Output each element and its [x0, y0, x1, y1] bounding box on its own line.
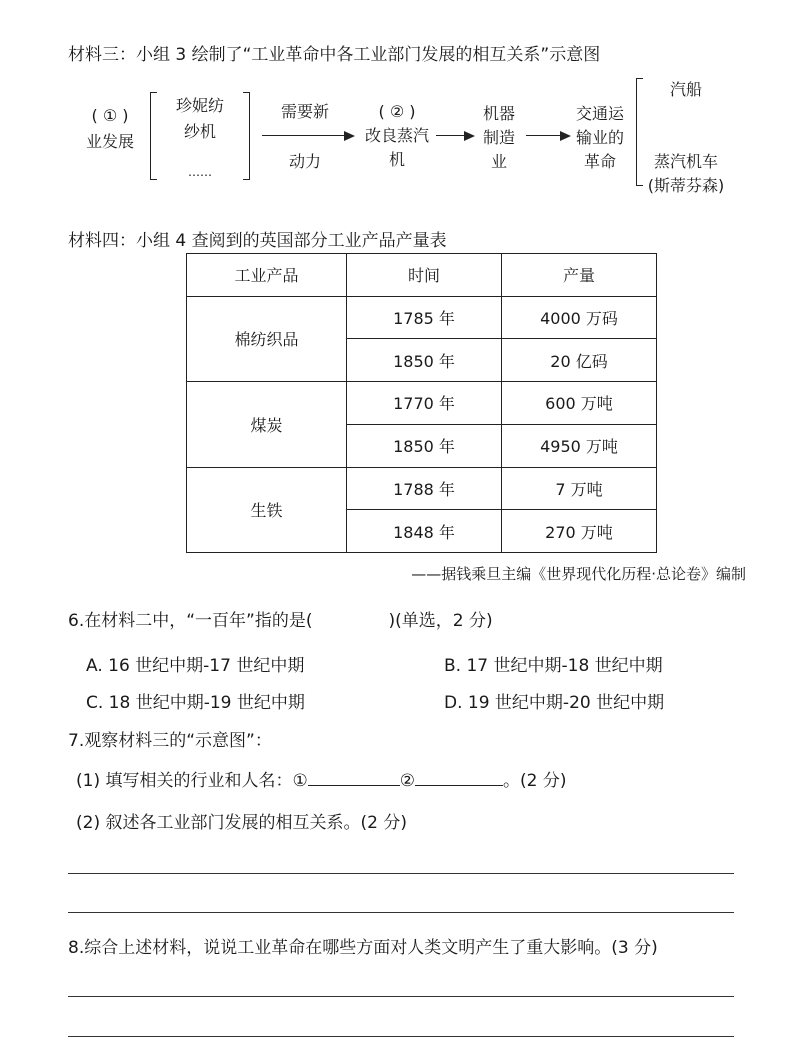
q7-part1-b: ② [399, 771, 415, 791]
arrow2-line [436, 135, 466, 136]
q8-answer-line-2[interactable] [68, 1036, 734, 1037]
header-output: 产量 [502, 254, 657, 297]
q7-answer-line-2[interactable] [68, 912, 734, 913]
q7-answer-line-1[interactable] [68, 873, 734, 874]
q6-option-c[interactable]: C. 18 世纪中期-19 世纪中期 [86, 693, 305, 713]
q6-option-b[interactable]: B. 17 世纪中期-18 世纪中期 [444, 656, 663, 676]
table-header-row [187, 254, 657, 297]
year-cell: 1850 年 [347, 339, 502, 382]
group1-dots: …… [188, 165, 212, 179]
node4-line1: 交通运 [575, 104, 624, 123]
group1-top: 珍妮纺 [175, 96, 224, 115]
header-product: 工业产品 [187, 254, 347, 297]
table-row [187, 382, 657, 425]
year-cell: 1785 年 [347, 296, 502, 339]
table-row [187, 296, 657, 339]
right-bracket-1 [243, 92, 250, 180]
year-cell: 1788 年 [347, 467, 502, 510]
output-cell: 270 万吨 [502, 510, 657, 553]
outcome-locomotive: 蒸汽机车 [653, 152, 718, 171]
left-bracket-1 [150, 92, 157, 180]
node3-line2: 制造 [482, 128, 515, 147]
q7-blank1-field[interactable] [308, 767, 400, 786]
blank1-text: 业发展 [85, 132, 134, 151]
outcome-stephenson: (斯蒂芬森) [647, 176, 725, 195]
outcome-steamship: 汽船 [669, 80, 702, 99]
q7-part1-c: 。(2 分) [502, 771, 567, 791]
year-cell: 1770 年 [347, 382, 502, 425]
year-cell: 1848 年 [347, 510, 502, 553]
q7-part1-a: (1) 填写相关的行业和人名：① [76, 771, 308, 791]
q7-part1 [76, 766, 566, 791]
product-cell: 生铁 [187, 467, 347, 552]
blank1-marker: ( ① ) [91, 106, 129, 125]
output-cell: 600 万吨 [502, 382, 657, 425]
q7-part2: (2) 叙述各工业部门发展的相互关系。(2 分) [76, 813, 407, 833]
q6-option-d[interactable]: D. 19 世纪中期-20 世纪中期 [444, 693, 665, 713]
q7-stem: 7.观察材料三的“示意图”： [68, 731, 272, 751]
node4-line3: 革命 [583, 152, 616, 171]
node2-line2: 机 [388, 150, 405, 169]
year-cell: 1850 年 [347, 424, 502, 467]
output-cell: 4950 万吨 [502, 424, 657, 467]
node2-line1: 改良蒸汽 [364, 126, 429, 145]
node3-line1: 机器 [482, 104, 515, 123]
blank2-marker: ( ② ) [378, 102, 416, 121]
output-cell: 4000 万码 [502, 296, 657, 339]
arrow1-line [262, 135, 346, 136]
product-cell: 煤炭 [187, 382, 347, 467]
node4-line2: 输业的 [575, 128, 624, 147]
table-source: ——据钱乘旦主编《世界现代化历程·总论卷》编制 [411, 565, 746, 583]
q6-stem-b: )(单选，2 分) [388, 611, 493, 631]
q7-blank2-field[interactable] [415, 767, 503, 786]
output-cell: 20 亿码 [502, 339, 657, 382]
arrow1-top-label: 需要新 [280, 102, 329, 121]
header-time: 时间 [347, 254, 502, 297]
q6-stem-a: 6.在材料二中，“一百年”指的是( [68, 611, 313, 631]
product-cell: 棉纺织品 [187, 296, 347, 381]
q6-option-a[interactable]: A. 16 世纪中期-17 世纪中期 [86, 656, 305, 676]
left-bracket-2 [636, 78, 643, 186]
output-cell: 7 万吨 [502, 467, 657, 510]
arrow1-bottom-label: 动力 [288, 152, 321, 171]
material4-heading: 材料四：小组 4 查阅到的英国部分工业产品产量表 [68, 231, 447, 251]
q8-answer-line-1[interactable] [68, 996, 734, 997]
material3-heading: 材料三：小组 3 绘制了“工业革命中各工业部门发展的相互关系”示意图 [68, 45, 601, 65]
production-table [186, 253, 657, 553]
q6-stem [68, 606, 493, 631]
arrow3-line [526, 135, 562, 136]
q8-stem: 8.综合上述材料，说说工业革命在哪些方面对人类文明产生了重大影响。(3 分) [68, 938, 658, 958]
node3-line3: 业 [490, 152, 507, 171]
table-row [187, 467, 657, 510]
group1-mid: 纱机 [183, 122, 216, 141]
